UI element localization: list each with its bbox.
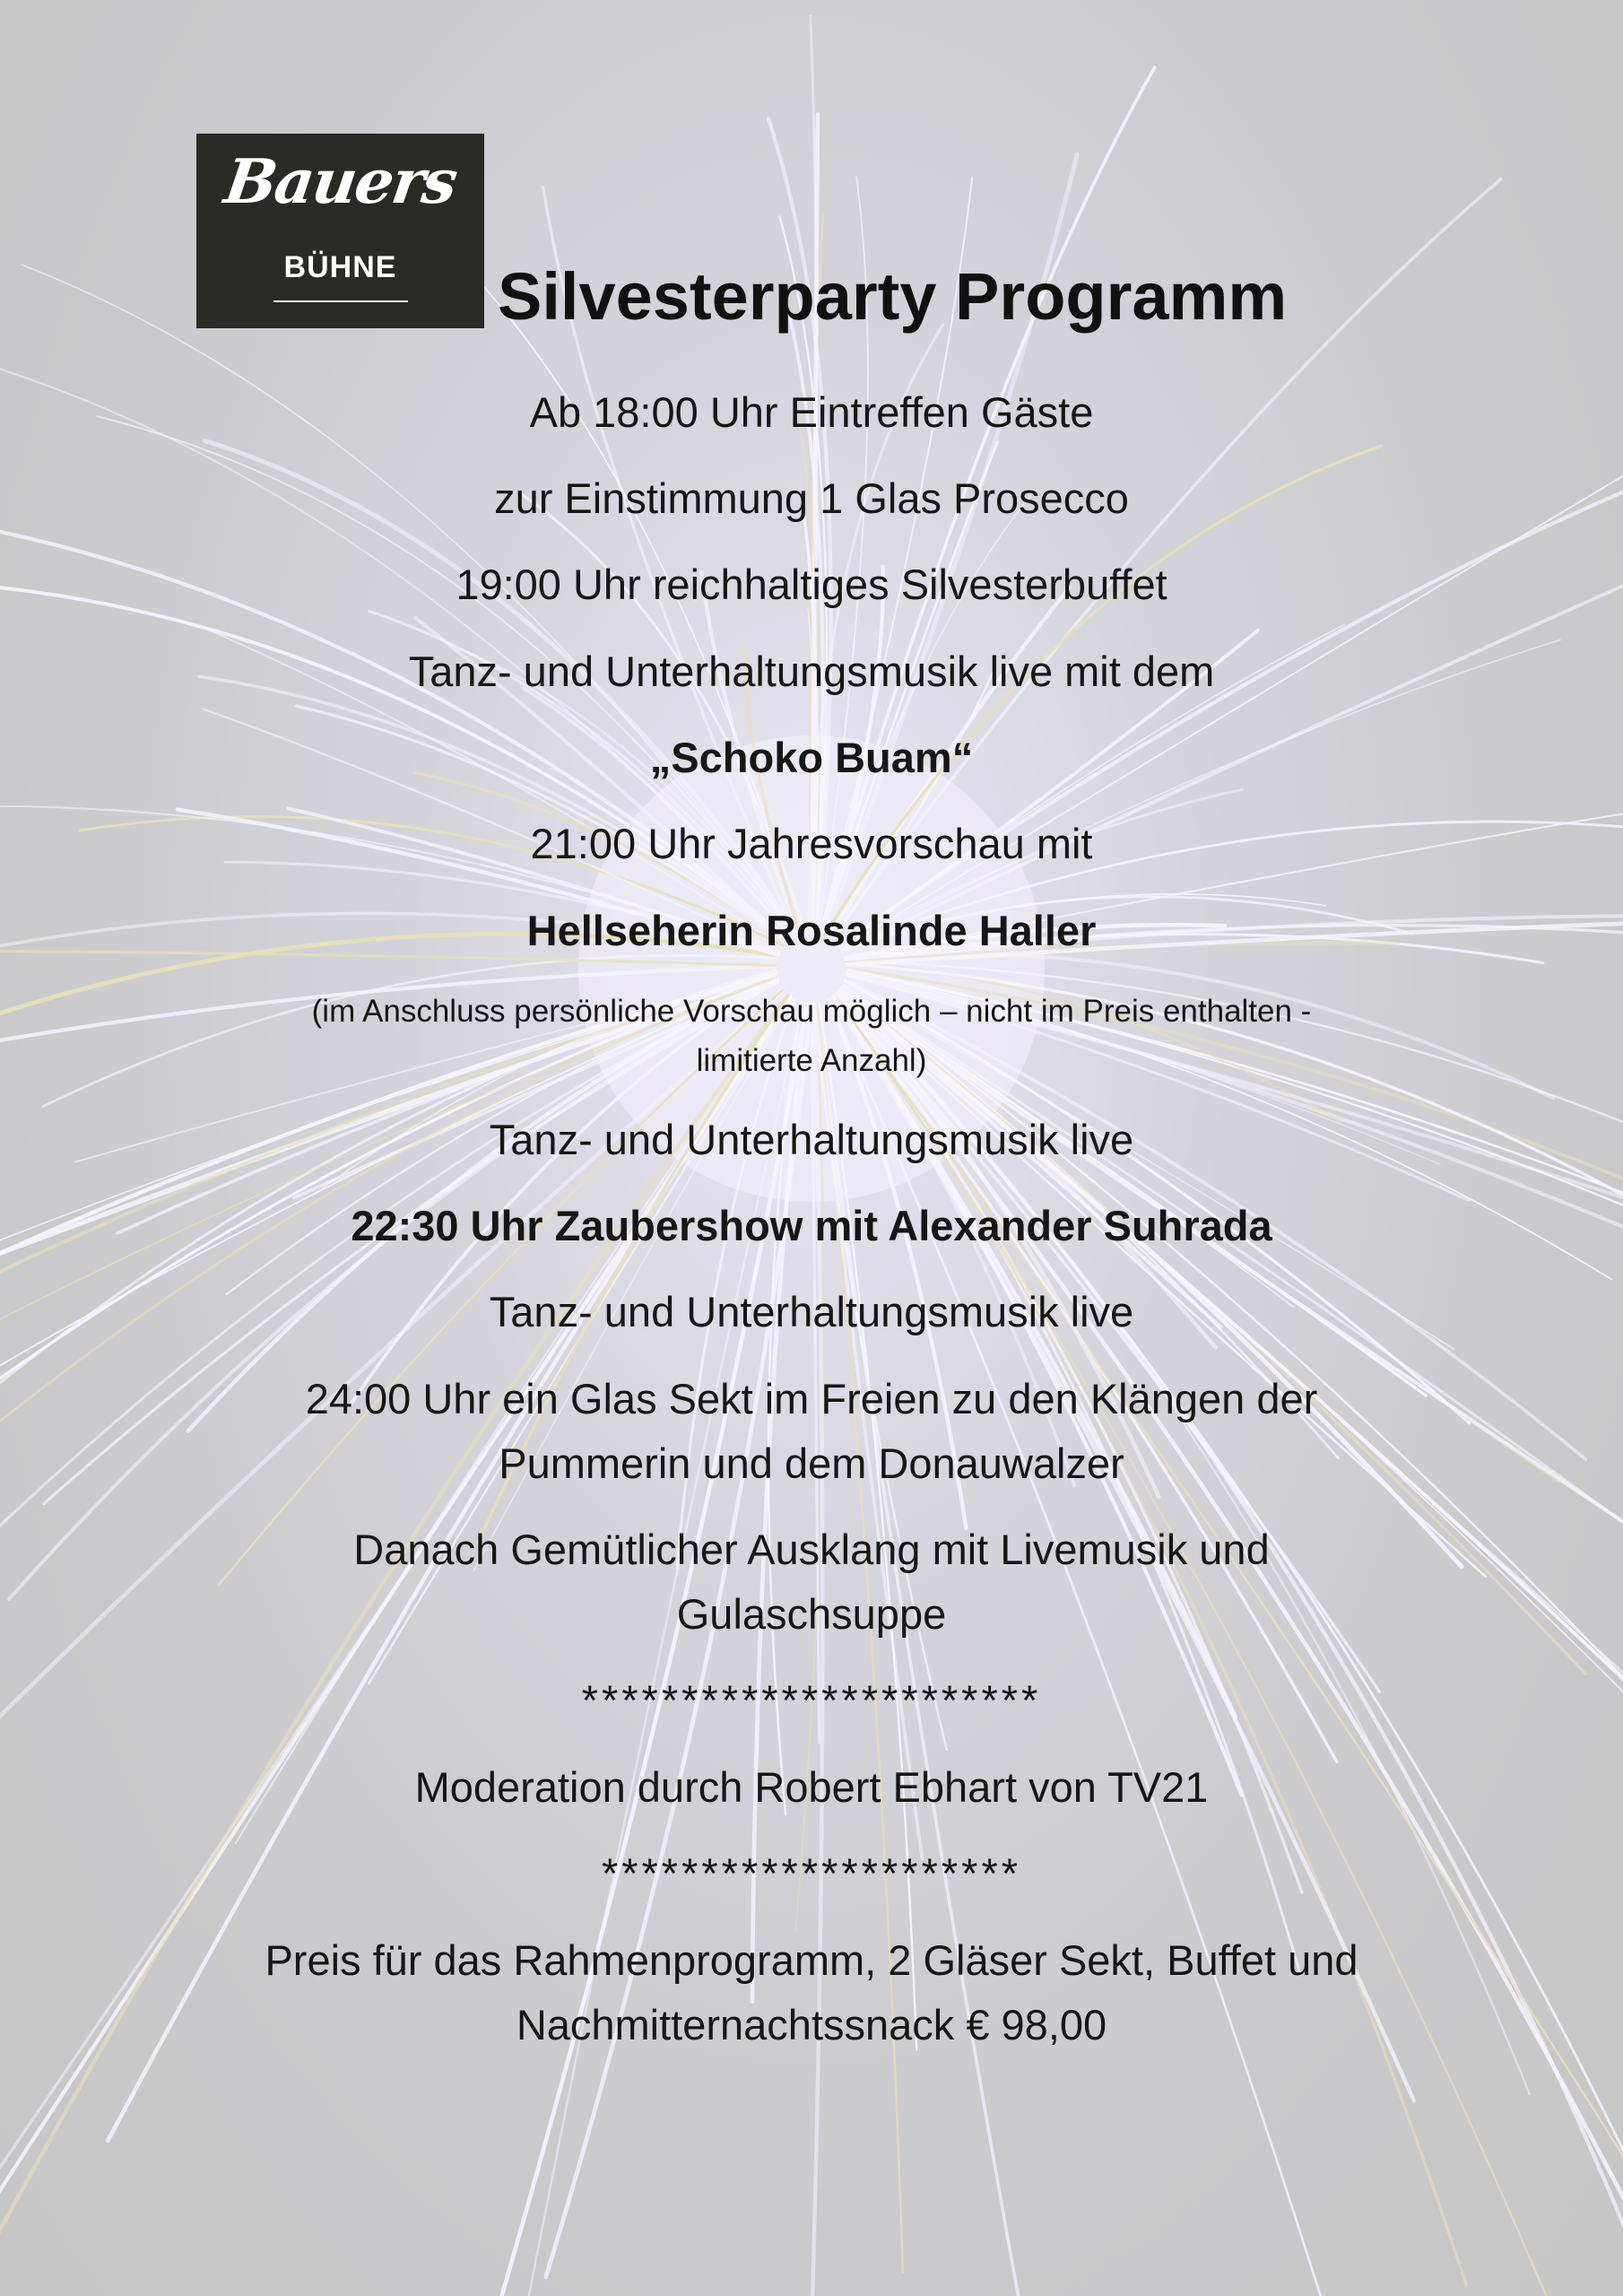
program-psychic: Hellseherin Rosalinde Haller <box>526 907 1097 954</box>
logo-subtitle: BÜHNE <box>283 250 397 284</box>
program-arrival: Ab 18:00 Uhr Eintreffen Gäste <box>529 388 1094 436</box>
separator-stars-1: *********************** <box>581 1676 1042 1724</box>
separator-stars-2: ********************* <box>601 1849 1022 1897</box>
program-band: „Schoko Buam“ <box>649 734 974 781</box>
program-music-1: Tanz- und Unterhaltungsmusik live <box>489 1116 1134 1163</box>
program-buffet: 19:00 Uhr reichhaltiges Silvesterbuffet <box>456 561 1167 608</box>
program-midnight-line2: Pummerin und dem Donauwalzer <box>499 1439 1124 1487</box>
bauers-buehne-logo <box>196 134 484 328</box>
program-music-2: Tanz- und Unterhaltungsmusik live <box>489 1288 1134 1335</box>
program-moderation: Moderation durch Robert Ebhart von TV21 <box>414 1763 1209 1811</box>
program-after-line1: Danach Gemütlicher Ausklang mit Livemusik und <box>353 1526 1270 1573</box>
program-music-intro: Tanz- und Unterhaltungsmusik live mit dem <box>408 648 1215 695</box>
program-midnight-line1: 24:00 Uhr ein Glas Sekt im Freien zu den Klängen der <box>305 1375 1318 1422</box>
logo-script-text: Bauers <box>220 146 461 218</box>
program-prosecco: zur Einstimmung 1 Glas Prosecco <box>494 474 1129 522</box>
program-forecast: 21:00 Uhr Jahresvorschau mit <box>530 820 1093 867</box>
program-price-line1: Preis für das Rahmenprogramm, 2 Gläser Sekt, Buffet und <box>265 1936 1358 1984</box>
program-price-line2: Nachmitternachtssnack € 98,00 <box>516 2001 1107 2048</box>
program-magic-show: 22:30 Uhr Zaubershow mit Alexander Suhrada <box>351 1202 1272 1249</box>
logo-underline <box>273 300 408 302</box>
program-note-line1: (im Anschluss persönliche Vorschau möglich – nicht im Preis enthalten - <box>311 994 1312 1029</box>
program-after-line2: Gulaschsuppe <box>676 1590 947 1638</box>
program-note-line2: limitierte Anzahl) <box>696 1043 927 1078</box>
page-title: Silvesterparty Programm <box>498 259 1288 334</box>
